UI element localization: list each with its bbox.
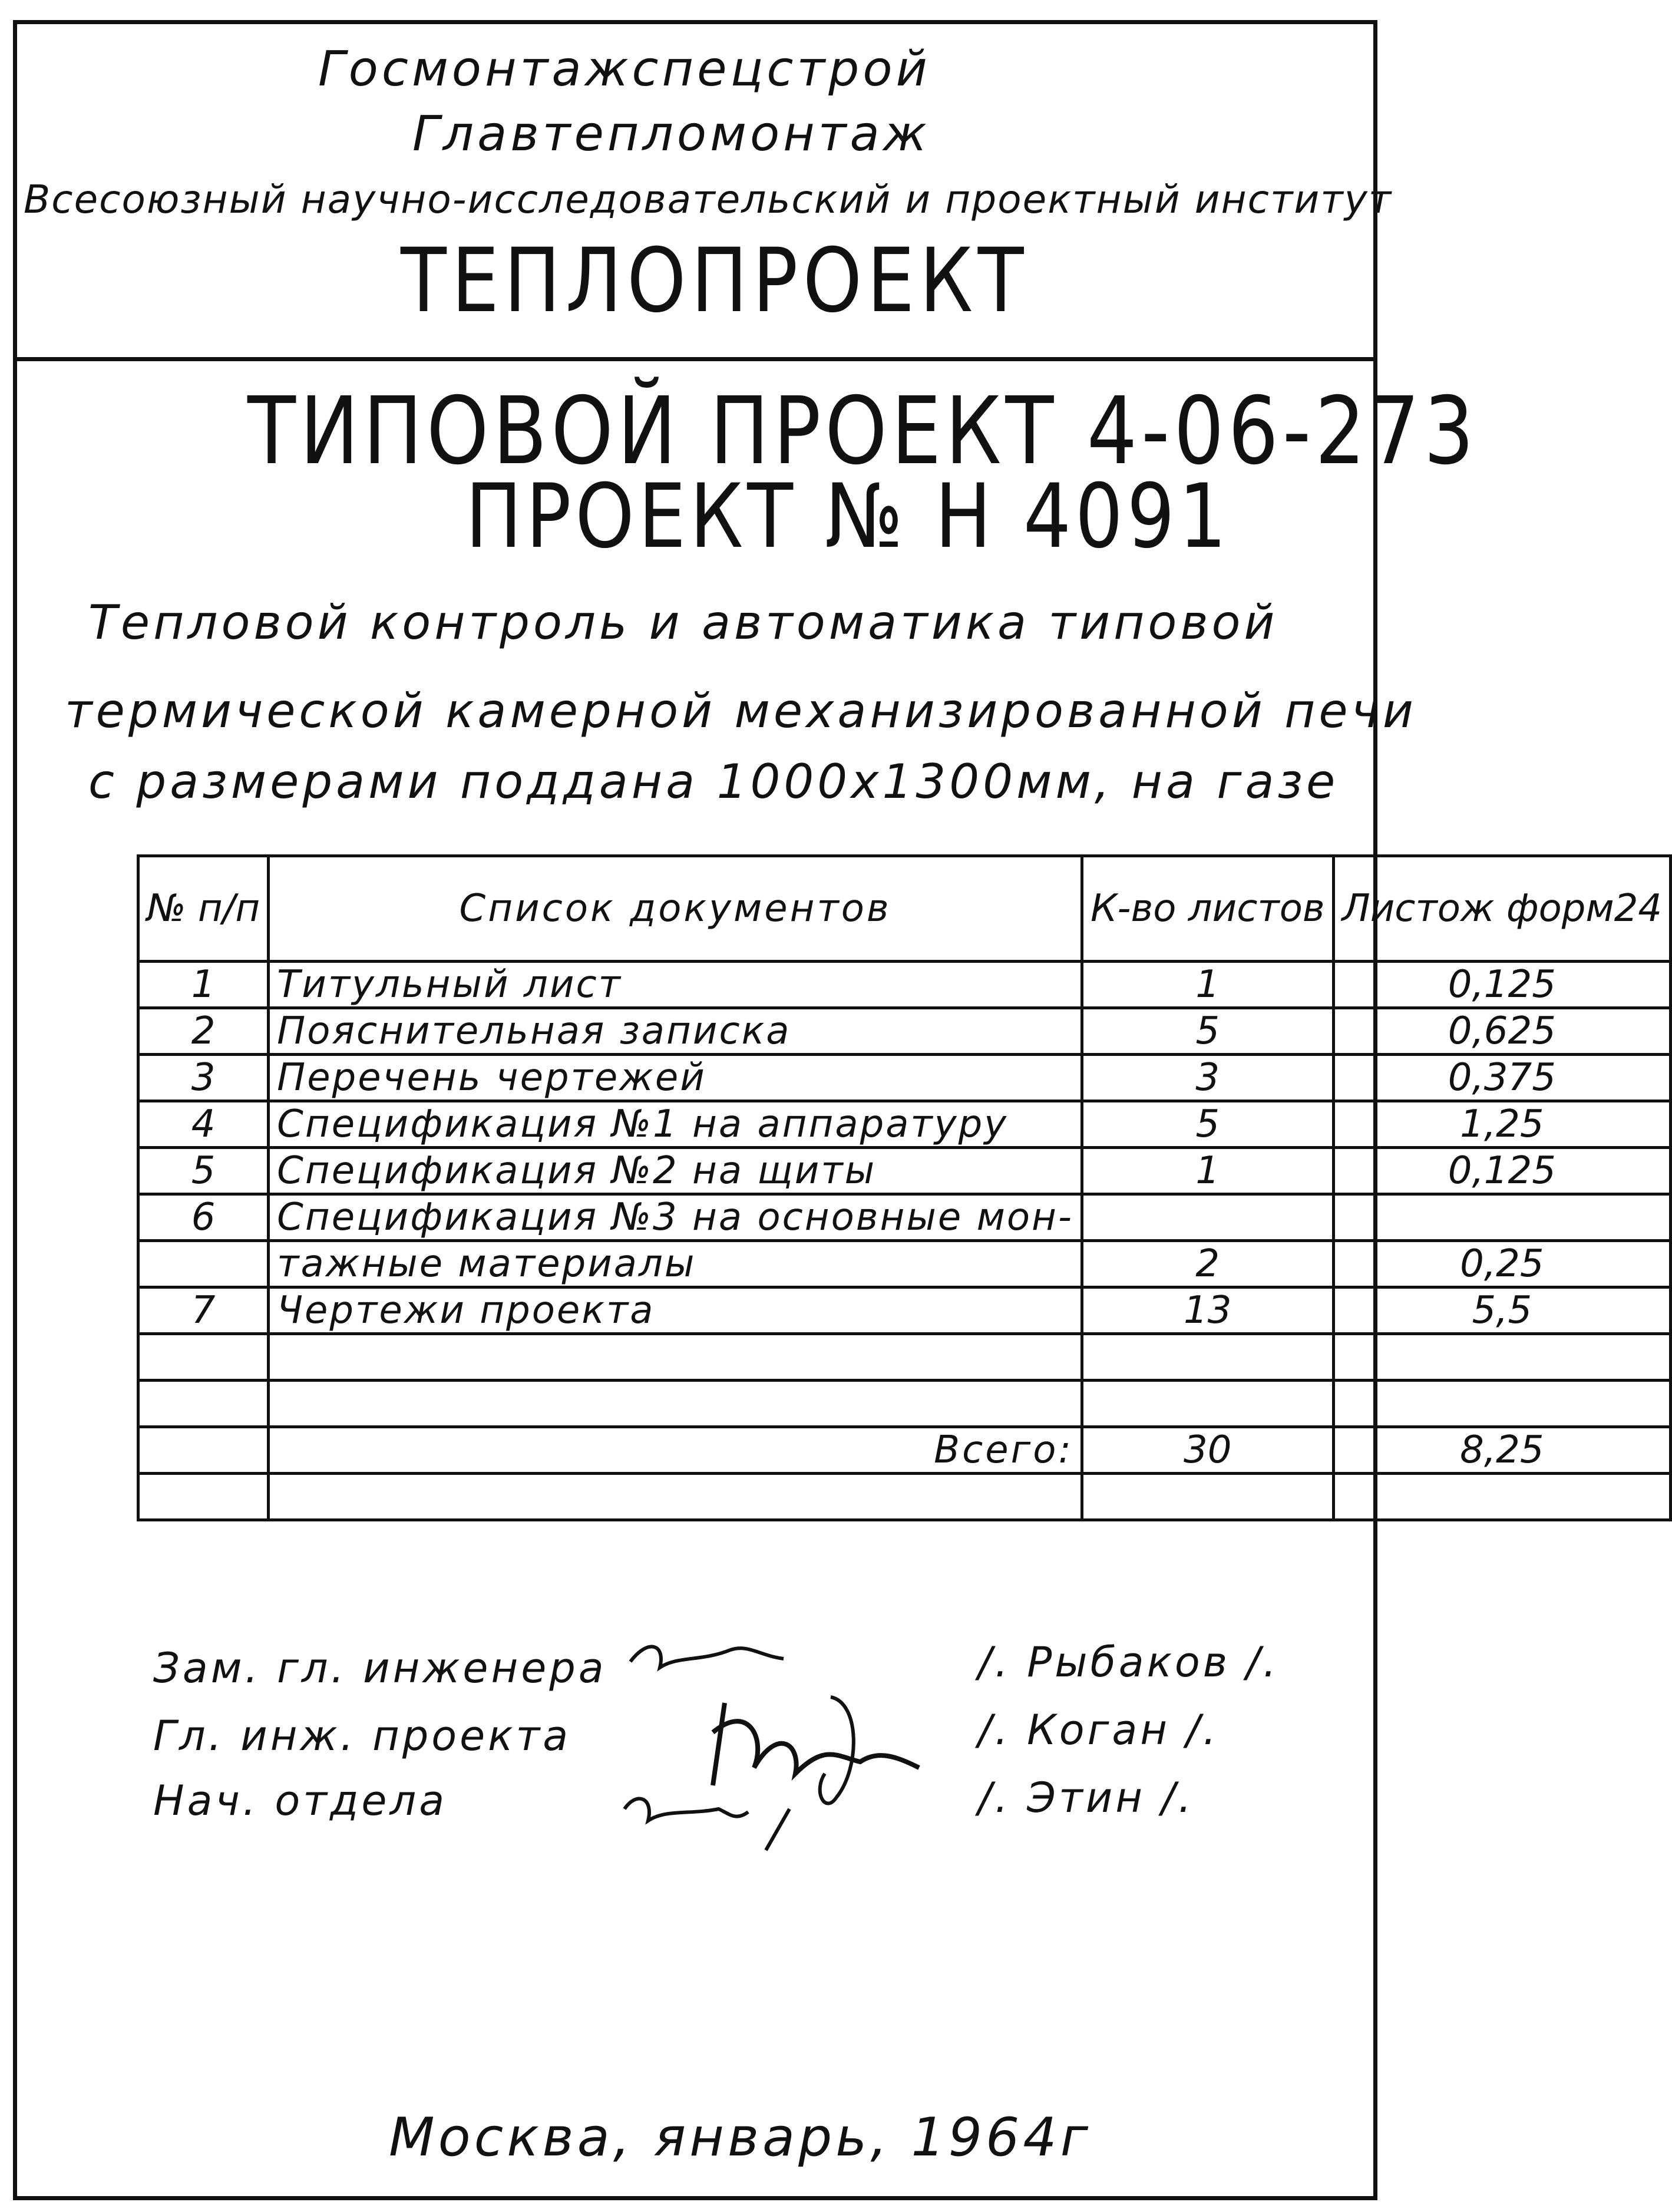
table-header-row	[138, 856, 1671, 962]
table-row	[138, 1101, 1671, 1148]
row-format-sheets	[1333, 1194, 1671, 1241]
total-format-sheets: 8,25	[1333, 1427, 1671, 1474]
row-number: 7	[138, 1287, 269, 1334]
table-row-empty	[138, 1474, 1671, 1520]
row-format-sheets: 0,625	[1333, 1008, 1671, 1055]
row-document-name: Титульный лист	[269, 962, 1082, 1008]
row-number	[138, 1241, 269, 1287]
description-line-3: с размерами поддана 1000х1300мм, на газе	[88, 754, 1339, 809]
institute-name: ТЕПЛОПРОЕКТ	[401, 230, 1029, 332]
table-row	[138, 1055, 1671, 1101]
org-line-1: Госмонтажспецстрой	[318, 41, 931, 97]
row-number: 4	[138, 1101, 269, 1148]
row-sheet-count: 3	[1082, 1055, 1333, 1101]
header-number: № п/п	[138, 856, 269, 962]
header-divider	[13, 357, 1377, 361]
row-number: 6	[138, 1194, 269, 1241]
project-number-line: ТИПОВОЙ ПРОЕКТ 4-06-273	[247, 377, 1478, 486]
row-sheet-count: 1	[1082, 962, 1333, 1008]
row-document-name: Спецификация №3 на основные мон-	[269, 1194, 1082, 1241]
row-sheet-count: 13	[1082, 1287, 1333, 1334]
documents-table	[137, 854, 1672, 1521]
signer-name-3: /. Этин /.	[978, 1774, 1195, 1822]
table-total-row	[138, 1427, 1671, 1474]
signer-name-1: /. Рыбаков /.	[978, 1638, 1280, 1686]
row-format-sheets: 5,5	[1333, 1287, 1671, 1334]
table-row	[138, 962, 1671, 1008]
row-sheet-count	[1082, 1194, 1333, 1241]
table-row	[138, 1194, 1671, 1241]
table-row	[138, 1148, 1671, 1194]
row-format-sheets: 1,25	[1333, 1101, 1671, 1148]
row-number: 5	[138, 1148, 269, 1194]
row-document-name: Спецификация №1 на аппаратуру	[269, 1101, 1082, 1148]
place-and-date: Москва, январь, 1964г	[389, 2107, 1092, 2168]
row-sheet-count: 5	[1082, 1008, 1333, 1055]
row-document-name: Чертежи проекта	[269, 1287, 1082, 1334]
table-row	[138, 1241, 1671, 1287]
row-document-name: Пояснительная записка	[269, 1008, 1082, 1055]
row-document-name: тажные материалы	[269, 1241, 1082, 1287]
signer-role-chief-project-engineer: Гл. инж. проекта	[153, 1712, 571, 1760]
table-row-empty	[138, 1334, 1671, 1381]
description-line-1: Тепловой контроль и автоматика типовой	[88, 595, 1278, 650]
row-sheet-count: 1	[1082, 1148, 1333, 1194]
total-label: Всего:	[269, 1427, 1082, 1474]
table-row-empty	[138, 1381, 1671, 1427]
table-row	[138, 1008, 1671, 1055]
header-format-sheets: Листож форм24	[1333, 856, 1671, 962]
org-line-2: Главтепломонтаж	[412, 106, 930, 162]
header-title: Список документов	[269, 856, 1082, 962]
row-number: 1	[138, 962, 269, 1008]
signer-role-deputy-chief-engineer: Зам. гл. инженера	[153, 1644, 607, 1692]
header-sheet-count: К-во листов	[1082, 856, 1333, 962]
project-id-line: ПРОЕКТ № Н 4091	[465, 465, 1231, 568]
row-format-sheets: 0,125	[1333, 962, 1671, 1008]
row-document-name: Спецификация №2 на щиты	[269, 1148, 1082, 1194]
handwritten-signatures	[613, 1615, 943, 1862]
row-number: 2	[138, 1008, 269, 1055]
row-document-name: Перечень чертежей	[269, 1055, 1082, 1101]
row-sheet-count: 5	[1082, 1101, 1333, 1148]
row-number: 3	[138, 1055, 269, 1101]
total-sheet-count: 30	[1082, 1427, 1333, 1474]
row-format-sheets: 0,125	[1333, 1148, 1671, 1194]
row-format-sheets: 0,375	[1333, 1055, 1671, 1101]
description-line-2: термической камерной механизированной печи	[65, 684, 1417, 738]
row-format-sheets: 0,25	[1333, 1241, 1671, 1287]
signer-name-2: /. Коган /.	[978, 1706, 1220, 1754]
row-sheet-count: 2	[1082, 1241, 1333, 1287]
table-row	[138, 1287, 1671, 1334]
signer-role-department-head: Нач. отдела	[153, 1777, 448, 1825]
org-line-3: Всесоюзный научно-исследовательский и проектный институт	[24, 177, 1393, 222]
